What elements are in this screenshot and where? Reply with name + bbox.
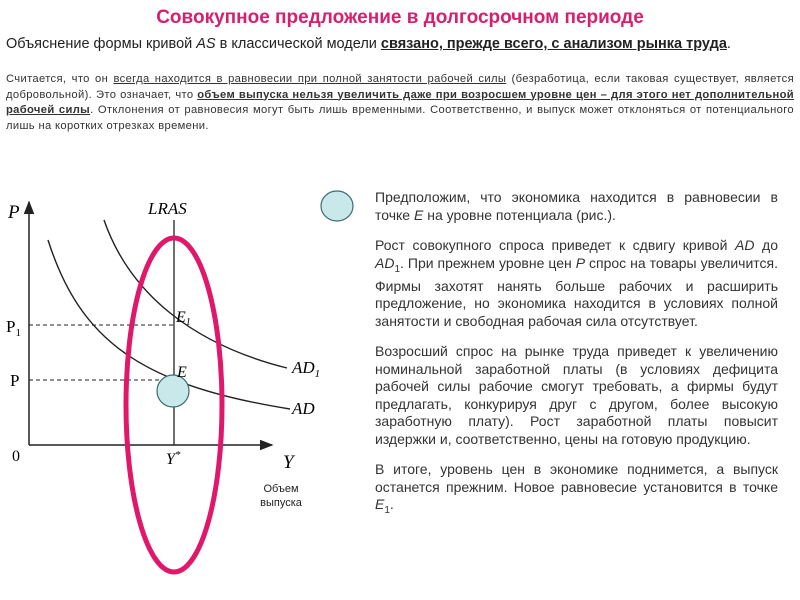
e1-label: E1 (176, 309, 191, 328)
ad1-label: $AD_1$ (292, 358, 321, 380)
p-label: P (10, 371, 20, 390)
ad-label: AD (292, 399, 315, 418)
p-axis-label: P (8, 202, 20, 223)
paragraph-4: В итоге, уровень цен в экономике поднимется, а выпуск останется прежним. Новое равновесие установится в точке $E_1$. (375, 461, 778, 517)
origin-label: 0 (12, 448, 20, 465)
explanation-text (375, 189, 778, 533)
ystar-label: Y* (166, 449, 181, 468)
y-axis-label: Y (283, 452, 294, 473)
e-label: E (177, 364, 187, 381)
paragraph-1: Предположим, что экономика находится в равновесии в точке E на уровне потенциала (рис.). (375, 189, 778, 223)
p1-label: $P_1$ (6, 317, 21, 339)
subtitle: Объяснение формы кривой AS в классической модели связано, прежде всего, с анализом рынка труда. (6, 36, 731, 52)
lras-diagram (0, 180, 360, 580)
lras-label: LRAS (148, 199, 187, 218)
intro-paragraph: Считается, что он всегда находится в равновесии при полной занятости рабочей силы (безработица, если таковая существует, является добровольной). Это означает, что объем выпуска нельзя увеличить даже при возросшем уровне цен – для этого нет дополнительной рабочей силы. Отклонения от равновесия могут быть лишь временными. Соответственно, и выпуск может отклоняться от потенциального лишь на коротких отрезках времени. (6, 73, 794, 132)
paragraph-3: Возросший спрос на рынке труда приведет к увеличению номинальной заработной платы (в условиях дефицита рабочей силы рабочие смогут требовать, а фирмы будут предлагать, конкурируя друг с другом, более высокую заработную плату). Рост заработной платы повысит издержки и, соответственно, цены на готовую продукцию. (375, 343, 778, 447)
paragraph-2: Рост совокупного спроса приведет к сдвигу кривой AD до $AD_1$. При прежнем уровне цен P спрос на товары увеличится. Фирмы захотят нанять больше рабочих и расширить предложение, но экономика находится в условиях полной занятости и свободная рабочая сила отсутствует. (375, 237, 778, 329)
equilibrium-marker-legend (318, 188, 358, 224)
page-title: Совокупное предложение в долгосрочном периоде (156, 7, 644, 28)
output-volume-label: Объем выпуска (260, 483, 302, 509)
diagram-svg (0, 180, 360, 580)
